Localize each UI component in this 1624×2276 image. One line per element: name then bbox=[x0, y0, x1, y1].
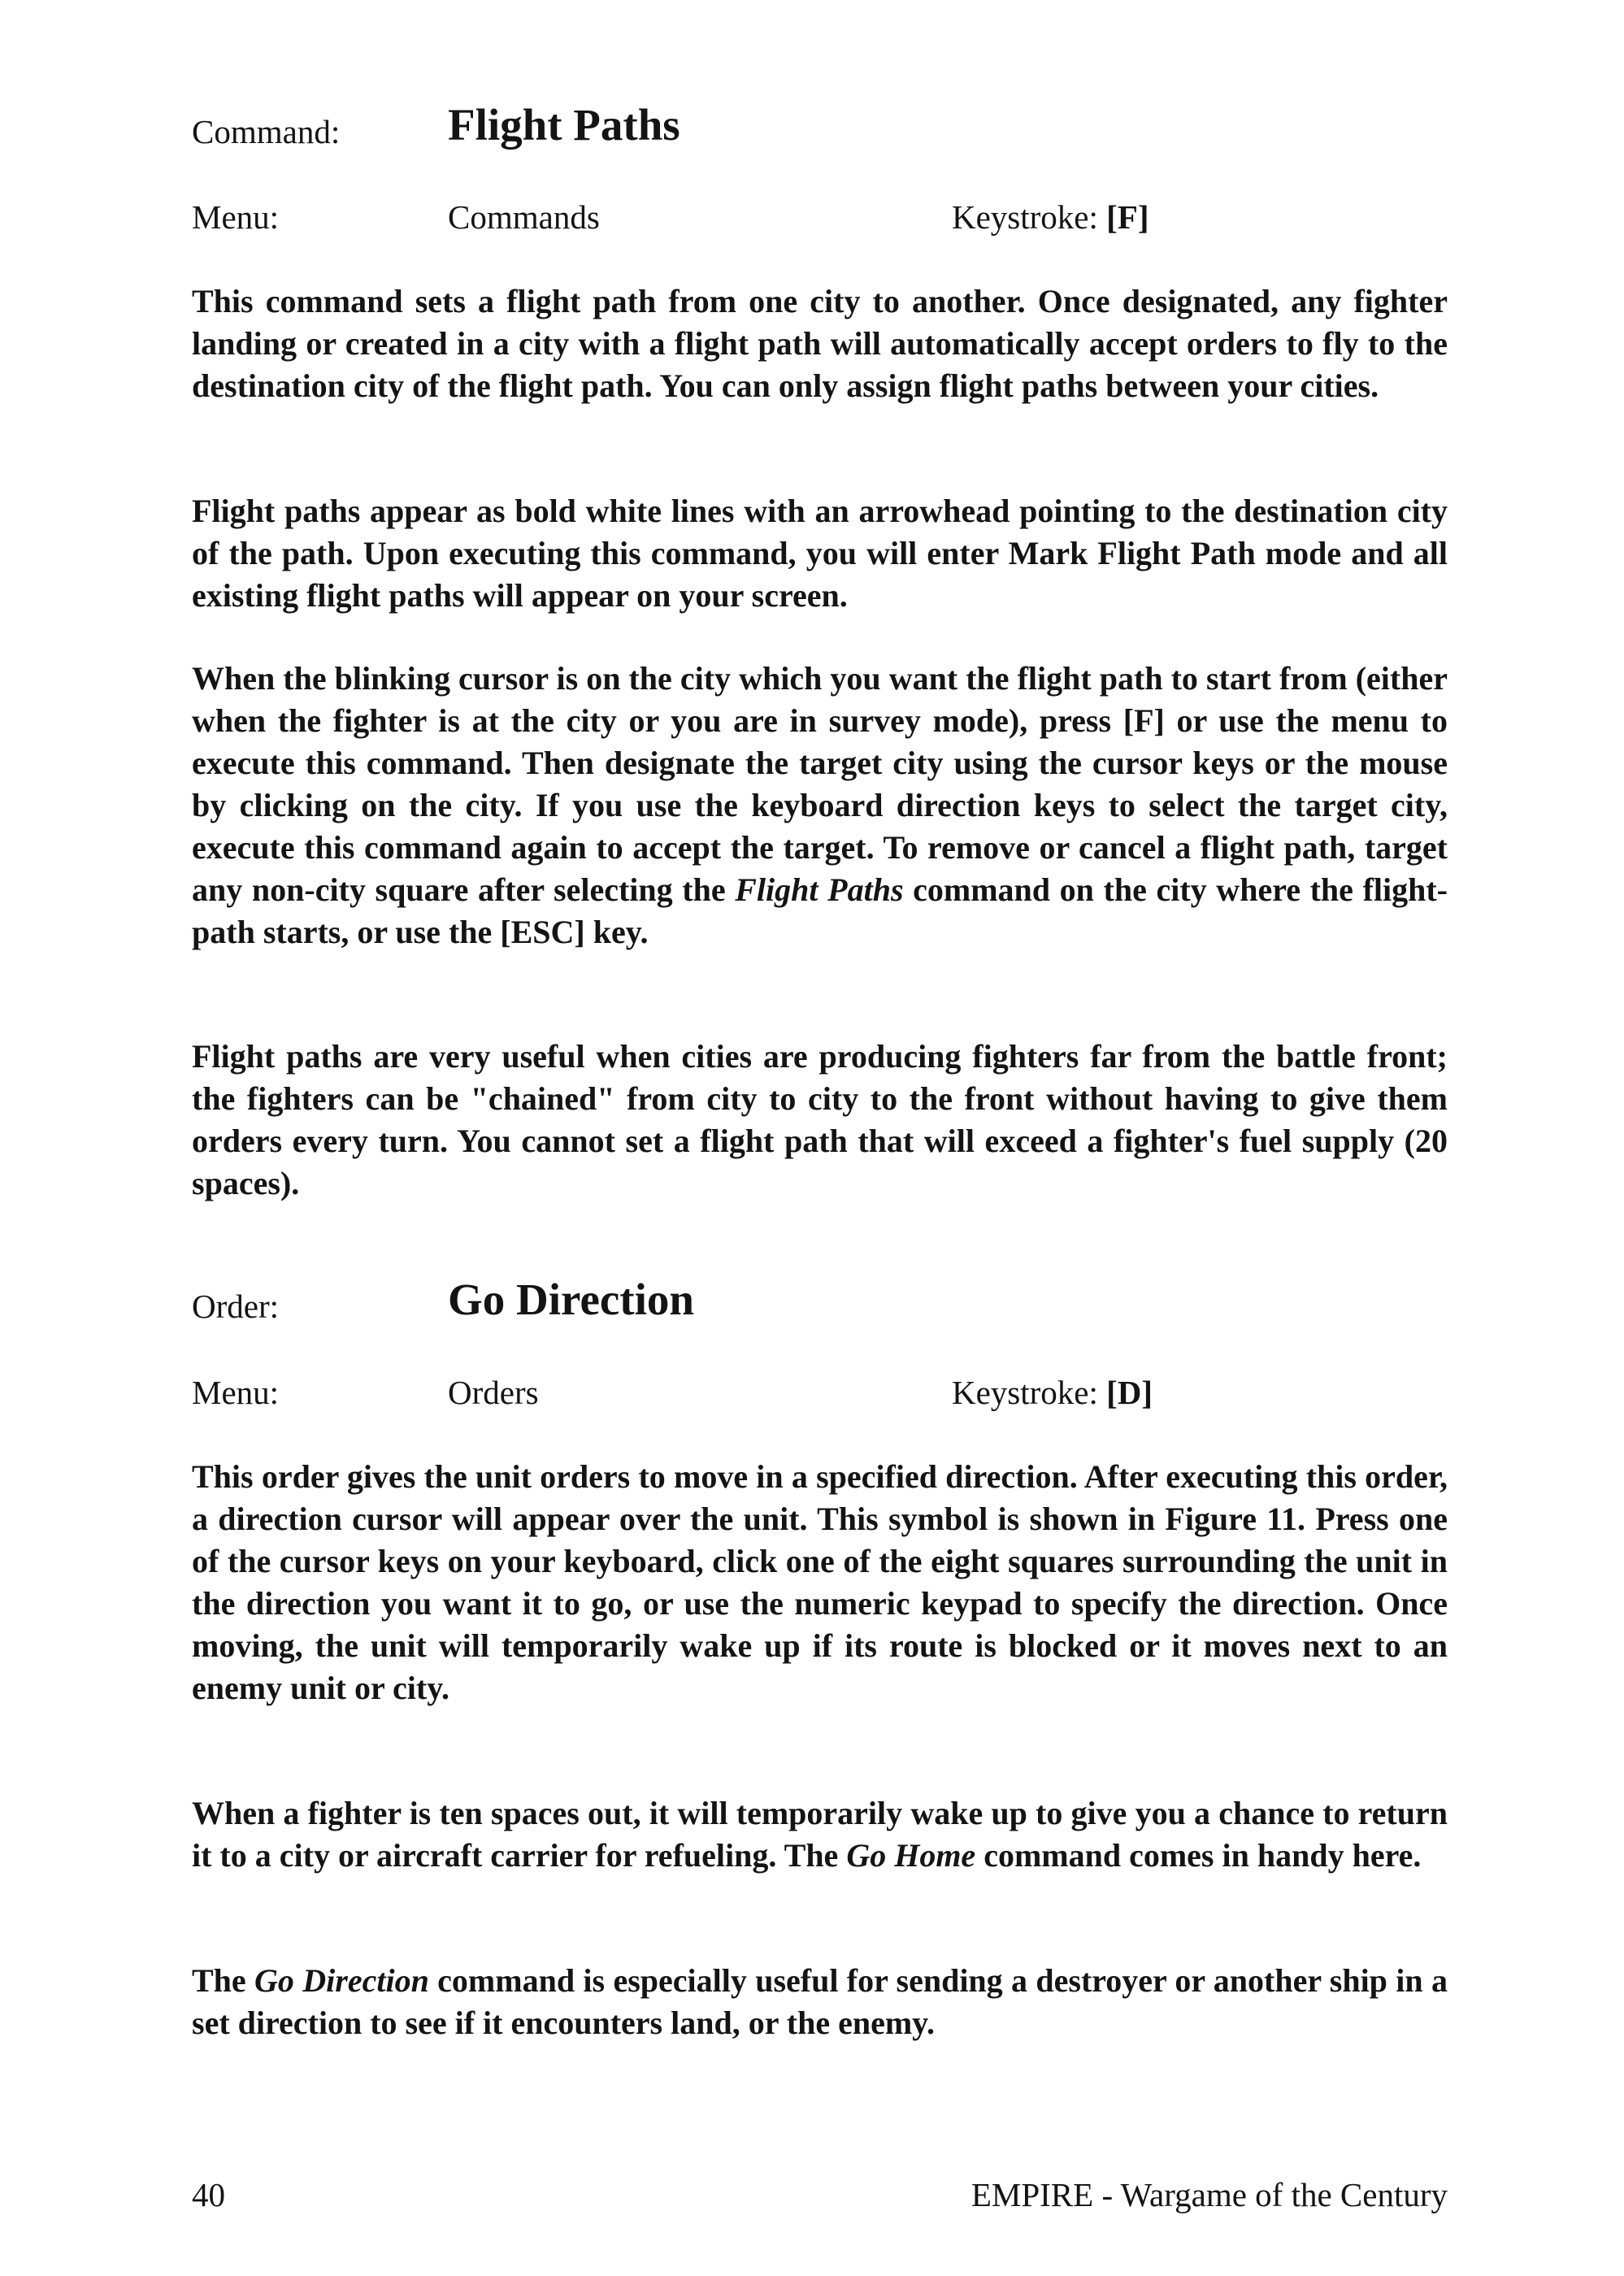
go-direction-paragraph-1: This order gives the unit orders to move in a specified direction. After executing this order, a direction cursor will appear over the unit. This symbol is shown in Figure 11. Press one of the cursor keys on your keyboard, click one of the eight squares surrounding the unit in the direction you want it to go, or use the numeric keypad to specify the direction. Once moving, the unit will temporarily wake up if its route is blocked or it moves next to an enemy unit or city. bbox=[192, 1458, 1448, 1706]
flight-paths-paragraph-2: Flight paths appear as bold white lines with an arrowhead pointing to the destination city of the path. Upon executing this command, you will enter Mark Flight Path mode and all existing flight paths will appear on your screen. bbox=[192, 493, 1448, 614]
go-direction-paragraph-2 bbox=[192, 1792, 1448, 1877]
flight-paths-paragraph-3 bbox=[192, 658, 1448, 953]
keystroke-label: Keystroke: bbox=[952, 198, 1098, 236]
order-label: Order: bbox=[192, 1288, 280, 1325]
book-title: EMPIRE - Wargame of the Century bbox=[970, 2176, 1448, 2213]
go-direction-paragraph-3 bbox=[192, 1960, 1448, 2044]
paragraph-3-text-b: command is especially useful for sending a destroyer or another ship in a set direction to see if it encounters land, or the enemy. bbox=[192, 1962, 1448, 2041]
paragraph-2-text-b: command comes in handy here. bbox=[975, 1837, 1422, 1874]
page-number: 40 bbox=[192, 2176, 225, 2213]
paragraph-3-italic: Go Direction bbox=[254, 1962, 429, 1999]
menu-label: Menu: bbox=[192, 198, 280, 236]
paragraph-3-text-a: When the blinking cursor is on the city which you want the flight path to start from (either when the fighter is at the city or you are in survey mode), press [F] or use the menu to execute this command. Then designate the target city using the cursor keys or the mouse by clicking on the city. If you use the keyboard direction keys to select the target city, execute this command again to accept the target. To remove or cancel a flight path, target any non-city square after selecting the bbox=[192, 660, 1448, 908]
paragraph-3-text-b: command on the city where the flight-path starts, or use the [ESC] key. bbox=[192, 871, 1448, 950]
keystroke-value: [D] bbox=[1106, 1374, 1153, 1411]
keystroke bbox=[952, 197, 1149, 237]
keystroke-value: [F] bbox=[1106, 198, 1149, 236]
order-title: Go Direction bbox=[448, 1275, 694, 1324]
menu-label: Menu: bbox=[192, 1374, 280, 1411]
command-title: Flight Paths bbox=[448, 100, 680, 150]
paragraph-2-italic: Go Home bbox=[846, 1837, 976, 1874]
flight-paths-paragraph-4: Flight paths are very useful when cities are producing fighters far from the battle front; the fighters can be "chained" from city to city to the front without having to give them orders every turn. You cannot set a flight path that will exceed a fighter's fuel supply (20 spaces). bbox=[192, 1038, 1448, 1201]
menu-value: Orders bbox=[448, 1374, 539, 1411]
paragraph-3-text-a: The bbox=[192, 1962, 255, 1999]
keystroke bbox=[952, 1372, 1153, 1413]
command-label: Command: bbox=[192, 113, 341, 150]
paragraph-2-text-a: When a fighter is ten spaces out, it will temporarily wake up to give you a chance to return it to a city or aircraft carrier for refueling. The bbox=[192, 1795, 1448, 1874]
flight-paths-paragraph-1: This command sets a flight path from one city to another. Once designated, any fighter landing or created in a city with a flight path will automatically accept orders to fly to the destination city of the flight path. You can only assign flight paths between your cities. bbox=[192, 283, 1448, 404]
menu-value: Commands bbox=[448, 198, 600, 236]
keystroke-label: Keystroke: bbox=[952, 1374, 1098, 1411]
paragraph-3-italic: Flight Paths bbox=[735, 871, 904, 908]
manual-page bbox=[192, 0, 1448, 2276]
